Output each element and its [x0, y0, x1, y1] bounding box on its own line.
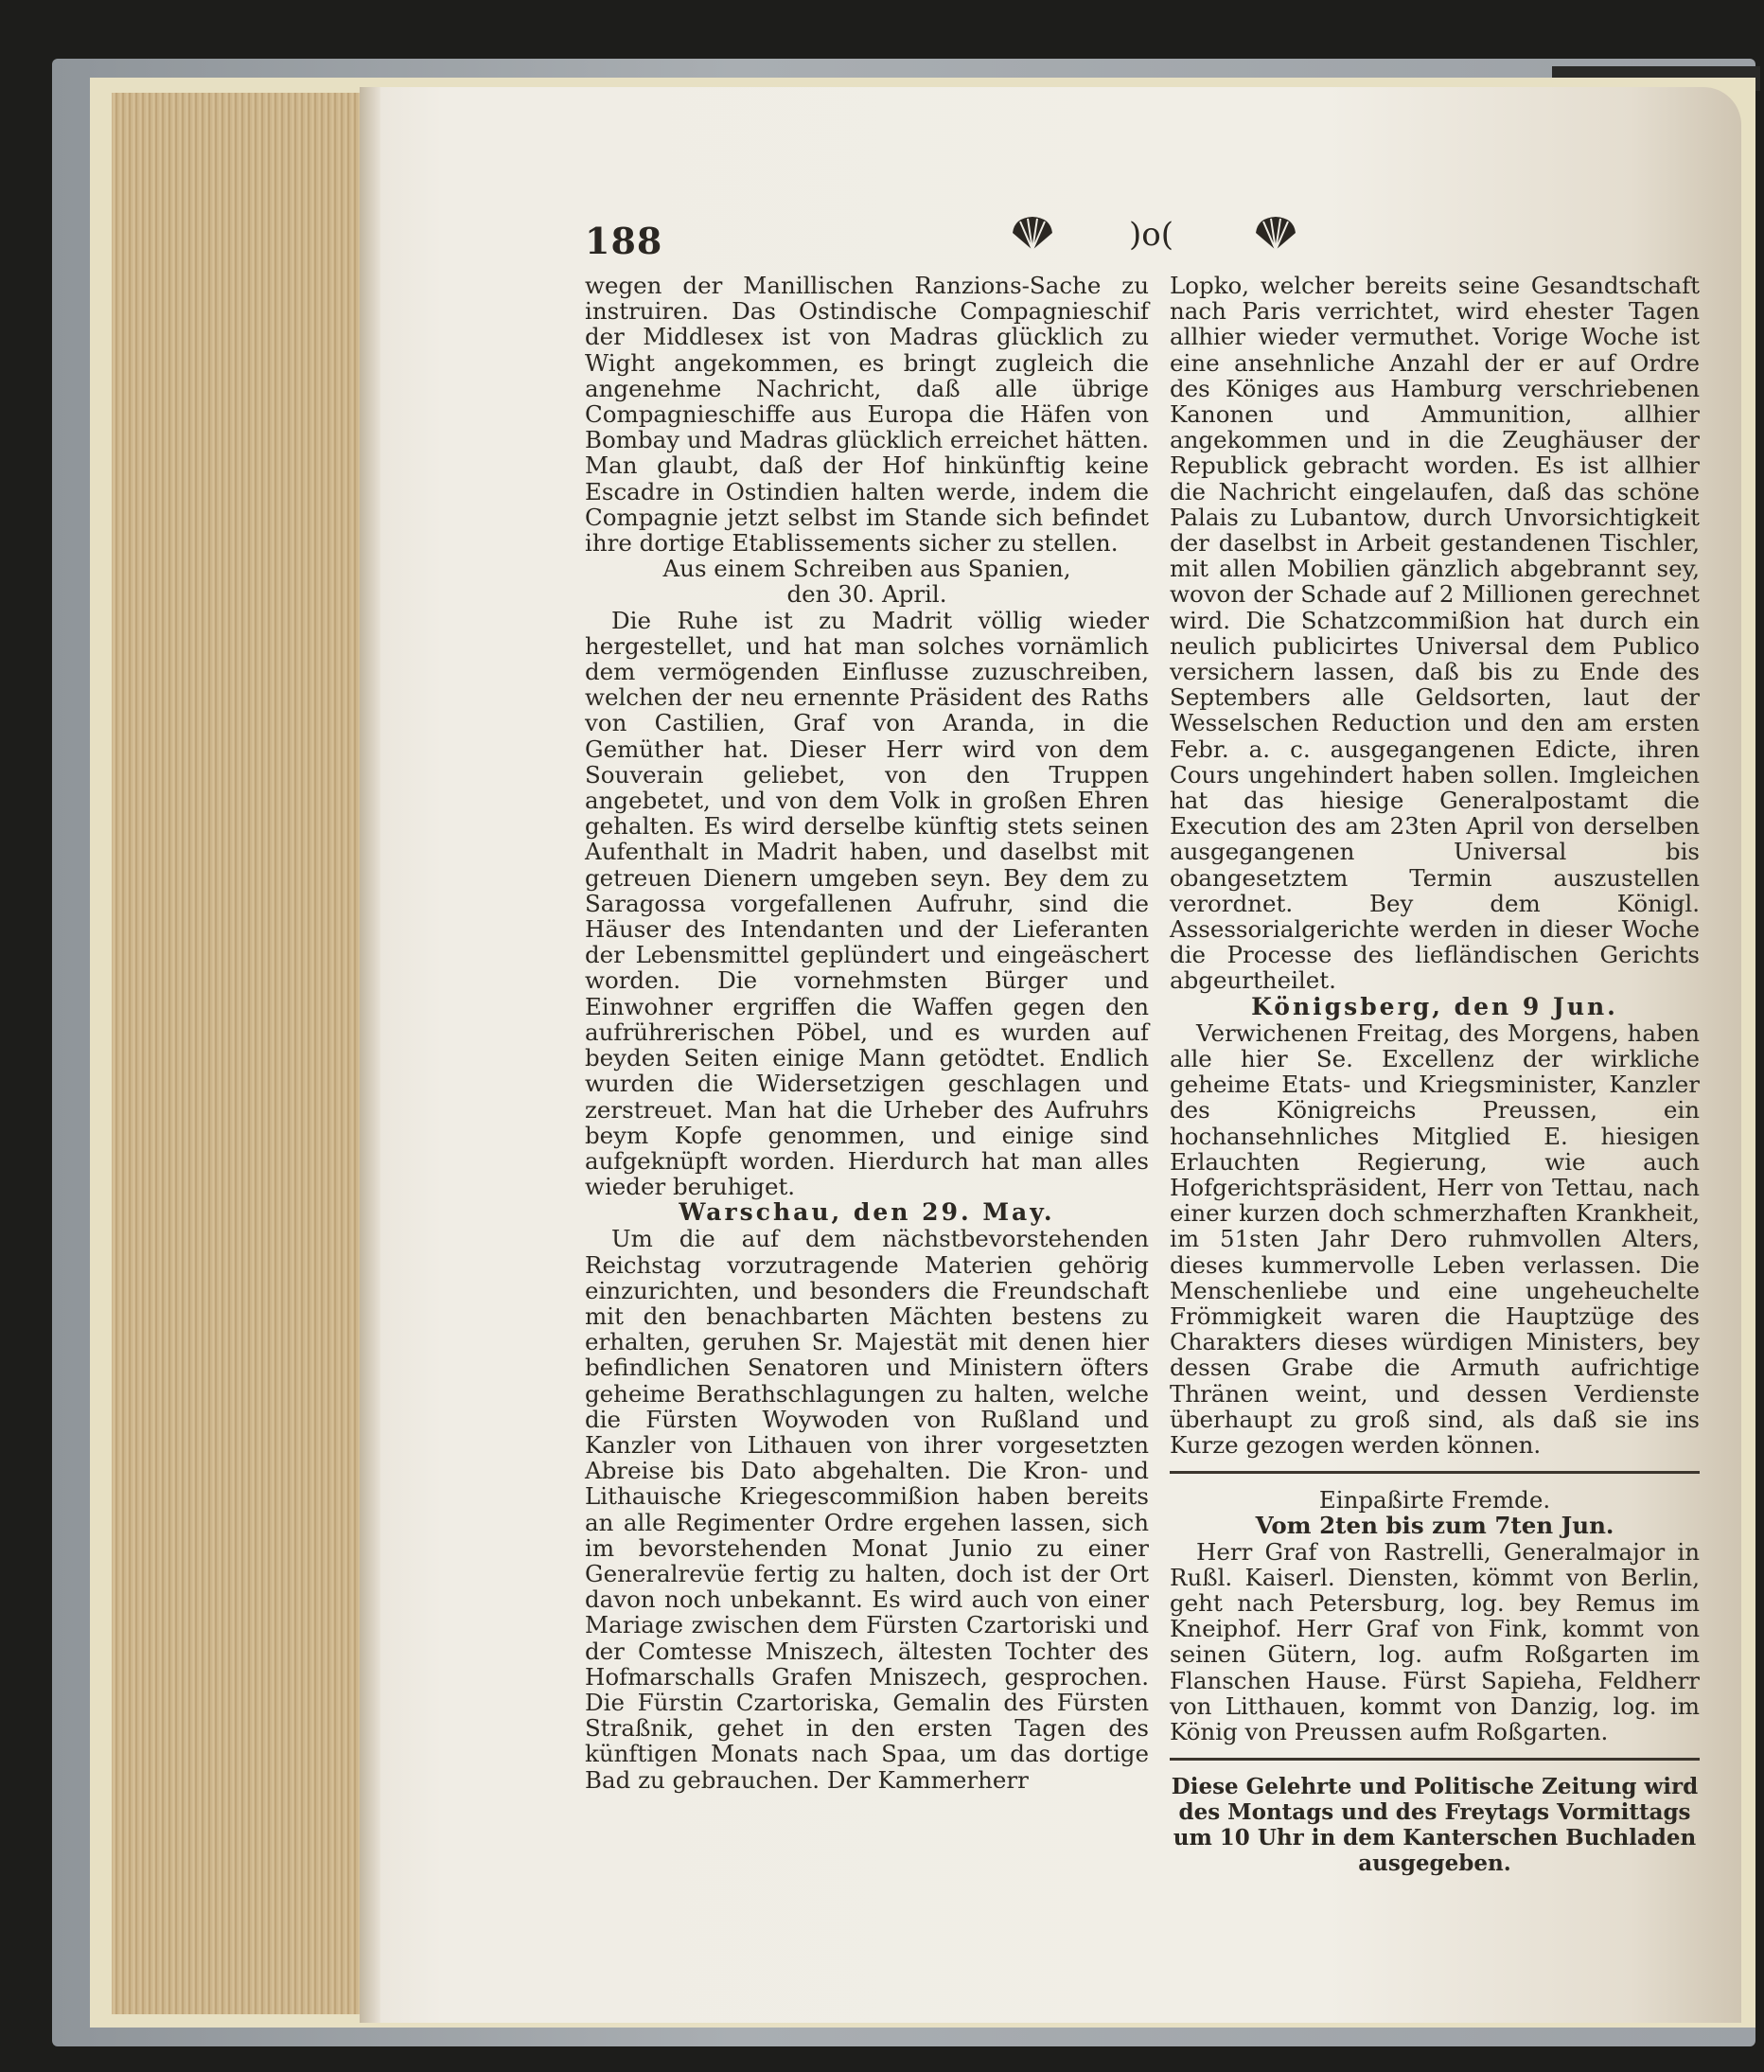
dateline-spain: Aus einem Schreiben aus Spanien, — [662, 555, 1071, 583]
article-paragraph: Um die auf dem nächstbevorstehenden Reichstag vorzutragende Materien gehörig einzurichten, und besonders die Freundschaft mit den benachbarten Mächten bestens zu erhalten, geruhen Sr. Majestät mit denen hier befindlichen Senatoren und Ministern öfters geheime Berathschlagungen zu halten, welche die Fürsten Woywoden von Rußland und Kanzler von Lithauen von ihrer vorgesetzten Abreise bis Dato abgehalten. Die Kron- und Lithauische Kriegescommißion haben bereits an alle Regimenter Ordre ergehen lassen, sich im bevorstehenden Monat Junio zu einer Generalrevüe fertig zu halten, doch ist der Ort davon noch unbekannt. Es wird auch von einer Mariage zwischen dem Fürsten Czartoriski und der Comtesse Mniszech, ältesten Tochter des Hofmarschalls Grafen Mniszech, gesprochen. Die Fürstin Czartoriska, Gemalin des Fürsten Straßnik, gehet in den ersten Tagen des künftigen Monats nach Spaa, um das dortige Bad zu gebrauchen. Der Kammerherr — [585, 1225, 1149, 1794]
header-ornament: )o( — [1129, 216, 1173, 254]
article-paragraph: wegen der Manillischen Ranzions-Sache zu instruiren. Das Ostindische Compagnieschif der Middlesex ist von Madras glücklich zu Wight angekommen, es bringt zugleich die angenehme Nachricht, daß alle übrige Compagnieschiffe aus Europa die Häfen von Bombay und Madras glücklich erreichet hätten. Man glaubt, daß der Hof hinkünftig keine Escadre in Ostindien halten werde, indem die Compagnie jetzt selbst im Stande sich befindet ihre dortige Etablissements sicher zu stellen. — [585, 272, 1149, 558]
article-paragraph: Die Ruhe ist zu Madrit völlig wieder hergestellet, und hat man solches vornämlich dem vermögenden Einflusse zuzuschreiben, welchen der neu ernennte Präsident des Raths von Castilien, Graf von Aranda, in die Gemüther hat. Dieser Herr wird von dem Souverain geliebet, von den Truppen angebetet, und von dem Volk in großen Ehren gehalten. Es wird derselbe künftig stets seinen Aufenthalt in Madrit haben, und daselbst mit getreuen Dienern umgeben seyn. Bey dem zu Saragossa vorgefallenen Aufruhr, sind die Häuser des Intendanten und der Lieferanten der Lebensmittel geplündert und eingeäschert worden. Die vornehmsten Bürger und Einwohner ergriffen die Waffen gegen den aufrührerischen Pöbel, und es wurden auf beyden Seiten einige Mann getödtet. Endlich wurden die Widersetzigen geschlagen und zerstreuet. Man hat die Urheber des Aufruhrs beym Kopfe genommen, und einige sind aufgeknüpft worden. Hierdurch hat man alles wieder beruhiget. — [585, 606, 1149, 1201]
arrivals-heading: Einpaßirte Fremde. — [1318, 1486, 1551, 1514]
dateline-warsaw: Warschau, den 29. May. — [679, 1198, 1055, 1227]
divider-rule — [1170, 1758, 1700, 1761]
shell-ornament-icon — [1009, 214, 1056, 254]
arrivals-date-range: Vom 2ten bis zum 7ten Jun. — [1255, 1512, 1614, 1540]
page-edges — [112, 93, 386, 2014]
left-column — [585, 273, 1149, 1793]
page-gutter — [360, 87, 380, 2023]
dateline-spain-date: den 30. April. — [786, 580, 947, 609]
dateline-koenigsberg: Königsberg, den 9 Jun. — [1251, 992, 1618, 1020]
article-paragraph: Verwichenen Freitag, des Morgens, haben alle hier Se. Excellenz der wirkliche geheime Etats- und Kriegsminister, Kanzler des Königreichs Preussen, ein hochansehnliches Mitglied E. hiesigen Erlauchten Regierung, wie auch Hofgerichtspräsident, Herr von Tettau, nach einer kurzen doch schmerzhaften Krankheit, im 51sten Jahr Dero ruhmvollen Alters, dieses kummervolle Leben verlassen. Die Menschenliebe und eine ungeheuchelte Frömmigkeit waren die Hauptzüge des Charakters dieses würdigen Ministers, bey dessen Grabe die Armuth aufrichtige Thränen weint, und dessen Verdienste überhaupt zu groß sind, als daß sie ins Kurze gezogen werden können. — [1170, 1018, 1700, 1459]
colophon: Diese Gelehrte und Politische Zeitung wird des Montags und des Freytags Vormittags um 10 Uhr in dem Kanterschen Buchladen ausgegeben. — [1171, 1774, 1699, 1877]
arrivals-list: Herr Graf von Rastrelli, Generalmajor in Rußl. Kaiserl. Diensten, kömmt von Berlin, geht nach Petersburg, log. bey Remus im Kneiphof. Herr Graf von Fink, kommt von seinen Gütern, log. aufm Roßgarten im Flanschen Hause. Fürst Sapieha, Feldherr von Litthauen, kommt von Danzig, log. im König von Preussen aufm Roßgarten. — [1170, 1537, 1700, 1745]
page-number: 188 — [585, 220, 663, 262]
article-paragraph: Lopko, welcher bereits seine Gesandtschaft nach Paris verrichtet, wird ehester Tagen allhier wieder vermuthet. Vorige Woche ist eine ansehnliche Anzahl der er auf Ordre des Königes aus Hamburg verschriebenen Kanonen und Ammunition, allhier angekommen und in die Zeughäuser der Republick gebracht worden. Es ist allhier die Nachricht eingelaufen, daß das schöne Palais zu Lubantow, durch Unvorsichtigkeit der daselbst in Arbeit gestandenen Tischler, mit allen Mobilien gänzlich abgebrannt sey, wovon der Schade auf 2 Millionen gerechnet wird. Die Schatzcommißion hat durch ein neulich publicirtes Universal dem Publico versichern lassen, daß bis zu Ende des Septembers alle Geldsorten, laut der Wesselschen Reduction und den am ersten Febr. a. c. ausgegangenen Edicte, ihren Cours ungehindert haben sollen. Imgleichen hat das hiesige Generalpostamt die Execution des am 23ten April von derselben ausgegangenen Universal bis obangesetztem Termin auszustellen verordnet. Bey dem Königl. Assessorialgerichte werden in dieser Woche die Processe des liefländischen Gerichts abgeurtheilet. — [1170, 272, 1700, 995]
shell-ornament-icon — [1252, 214, 1299, 254]
divider-rule — [1170, 1471, 1700, 1474]
right-column — [1170, 273, 1700, 1876]
